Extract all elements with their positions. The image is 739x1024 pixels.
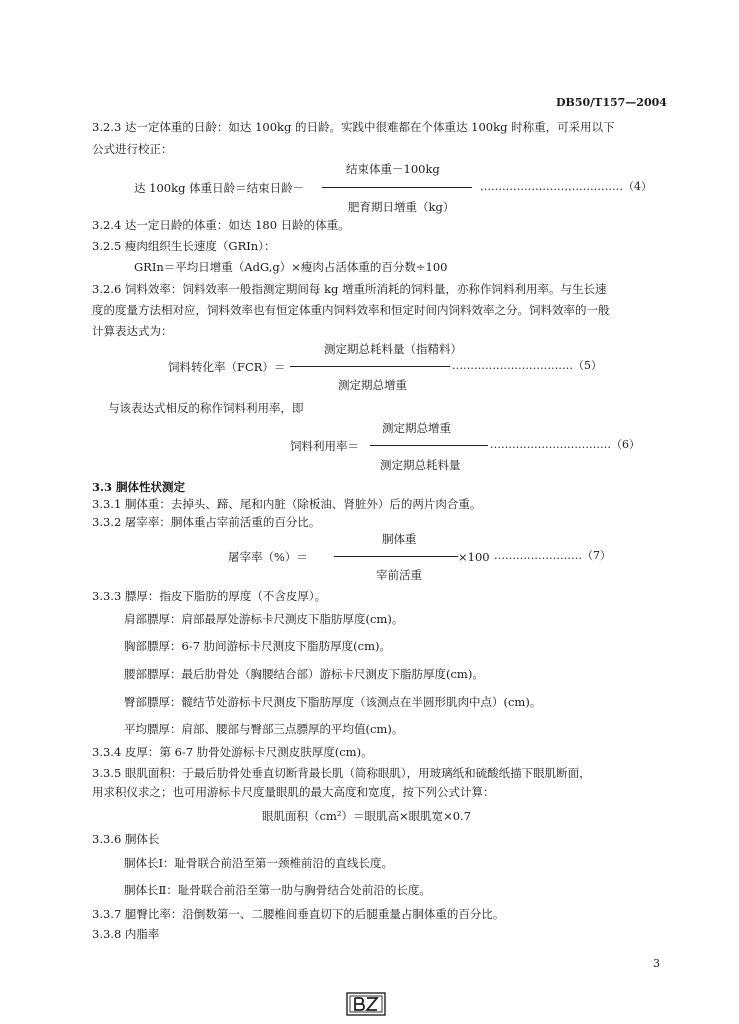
clause-3-2-3-line2: 公式进行校正： bbox=[92, 142, 173, 156]
clause-3-3-1: 3.3.1 胴体重：去掉头、蹄、尾和内脏（除板油、肾脏外）后的两片肉合重。 bbox=[92, 497, 482, 511]
standard-code: DB50/T157—2004 bbox=[556, 96, 667, 109]
formula-6-leader: ……………………………（6） bbox=[490, 438, 640, 451]
formula-grin: GRIn＝平均日增重（AdG,g）×瘦肉占活体重的百分数÷100 bbox=[134, 260, 448, 274]
formula-6-lhs: 饲料利用率＝ bbox=[290, 439, 359, 453]
formula-6-fraction-bar bbox=[370, 445, 488, 446]
formula-loin-eye-area: 眼肌面积（cm²）＝眼肌高×眼肌宽×0.7 bbox=[262, 809, 472, 823]
formula-6-numerator: 测定期总增重 bbox=[382, 421, 451, 435]
formula-7-fraction-bar bbox=[334, 556, 458, 557]
carcass-length-2: 胴体长Ⅱ：耻骨联合前沿至第一肋与胸骨结合处前沿的长度。 bbox=[124, 883, 431, 897]
formula-4-lhs: 达 100kg 体重日龄＝结束日龄－ bbox=[134, 181, 305, 195]
page-number: 3 bbox=[653, 957, 660, 970]
formula-7-leader: ……………………（7） bbox=[494, 549, 611, 562]
formula-4-denominator: 肥育期日增重（kg） bbox=[348, 200, 455, 214]
fat-thickness-average: 平均膘厚：肩部、腰部与臀部三点膘厚的平均值(cm)。 bbox=[124, 722, 404, 736]
clause-3-3-2: 3.3.2 屠宰率：胴体重占宰前活重的百分比。 bbox=[92, 515, 321, 529]
formula-7-lhs: 屠宰率（%）＝ bbox=[228, 550, 308, 564]
formula-7-multiplier: ×100 bbox=[458, 550, 490, 564]
clause-3-2-5: 3.2.5 瘦肉组织生长速度（GRIn）： bbox=[92, 239, 276, 253]
clause-3-3-4: 3.3.4 皮厚：第 6-7 肋骨处游标卡尺测皮肤厚度(cm)。 bbox=[92, 745, 373, 759]
fat-thickness-shoulder: 肩部膘厚：肩部最厚处游标卡尺测皮下脂肪厚度(cm)。 bbox=[124, 612, 404, 626]
clause-3-3-3-heading: 3.3.3 膘厚：指皮下脂肪的厚度（不含皮厚）。 bbox=[92, 589, 327, 603]
formula-4-leader: …………………………………（4） bbox=[480, 180, 652, 193]
fat-thickness-rump: 臀部膘厚：髋结节处游标卡尺测皮下脂肪厚度（该测点在半圆形肌肉中点）(cm)。 bbox=[124, 695, 542, 709]
clause-3-3-6-heading: 3.3.6 胴体长 bbox=[92, 832, 160, 846]
formula-5-fraction-bar bbox=[290, 366, 450, 367]
formula-7-numerator: 胴体重 bbox=[382, 532, 417, 546]
clause-3-2-6-line3: 计算表达式为： bbox=[92, 324, 173, 338]
clause-3-3-7: 3.3.7 腿臀比率：沿倒数第一、二腰椎间垂直切下的后腿重量占胴体重的百分比。 bbox=[92, 907, 505, 921]
formula-4-fraction-bar bbox=[322, 187, 472, 188]
formula-5-numerator: 测定期总耗料量（指精料） bbox=[324, 342, 462, 356]
clause-3-3-5-line2: 用求积仪求之；也可用游标卡尺度量眼肌的最大高度和宽度，按下列公式计算： bbox=[92, 785, 495, 799]
formula-4-numerator: 结束体重－100kg bbox=[346, 162, 440, 176]
clause-3-2-6-line2: 度的度量方法相对应，饲料效率也有恒定体重内饲料效率和恒定时间内饲料效率之分。饲料效率的一般 bbox=[92, 303, 610, 317]
formula-5-lhs: 饲料转化率（FCR）＝ bbox=[168, 360, 286, 374]
formula-7-denominator: 宰前活重 bbox=[376, 568, 422, 582]
section-3-3-heading: 3.3 胴体性状测定 bbox=[92, 480, 186, 494]
fat-thickness-loin: 腰部膘厚：最后肋骨处（胸腰结合部）游标卡尺测皮下脂肪厚度(cm)。 bbox=[124, 667, 484, 681]
clause-3-2-3-line1: 3.2.3 达一定体重的日龄：如达 100kg 的日龄。实践中很难都在个体重达 100kg 时称重，可采用以下 bbox=[92, 120, 615, 134]
formula-5-leader: ……………………………（5） bbox=[452, 359, 602, 372]
carcass-length-1: 胴体长Ⅰ：耻骨联合前沿至第一颈椎前沿的直线长度。 bbox=[124, 856, 394, 870]
feed-utilization-note: 与该表达式相反的称作饲料利用率，即 bbox=[108, 401, 304, 415]
formula-6-denominator: 测定期总耗料量 bbox=[380, 458, 461, 472]
bz-logo-icon bbox=[346, 992, 386, 1016]
clause-3-3-8: 3.3.8 内脂率 bbox=[92, 927, 160, 941]
clause-3-2-4: 3.2.4 达一定日龄的体重：如达 180 日龄的体重。 bbox=[92, 218, 350, 232]
clause-3-2-6-line1: 3.2.6 饲料效率：饲料效率一般指测定期间每 kg 增重所消耗的饲料量，亦称作饲料利用率。与生长速 bbox=[92, 282, 607, 296]
fat-thickness-chest: 胸部膘厚：6-7 肋间游标卡尺测皮下脂肪厚度(cm)。 bbox=[124, 639, 391, 653]
formula-5-denominator: 测定期总增重 bbox=[338, 378, 407, 392]
clause-3-3-5-line1: 3.3.5 眼肌面积：于最后肋骨处垂直切断背最长肌（简称眼肌），用玻璃纸和硫酸纸描下眼肌断面， bbox=[92, 766, 591, 780]
